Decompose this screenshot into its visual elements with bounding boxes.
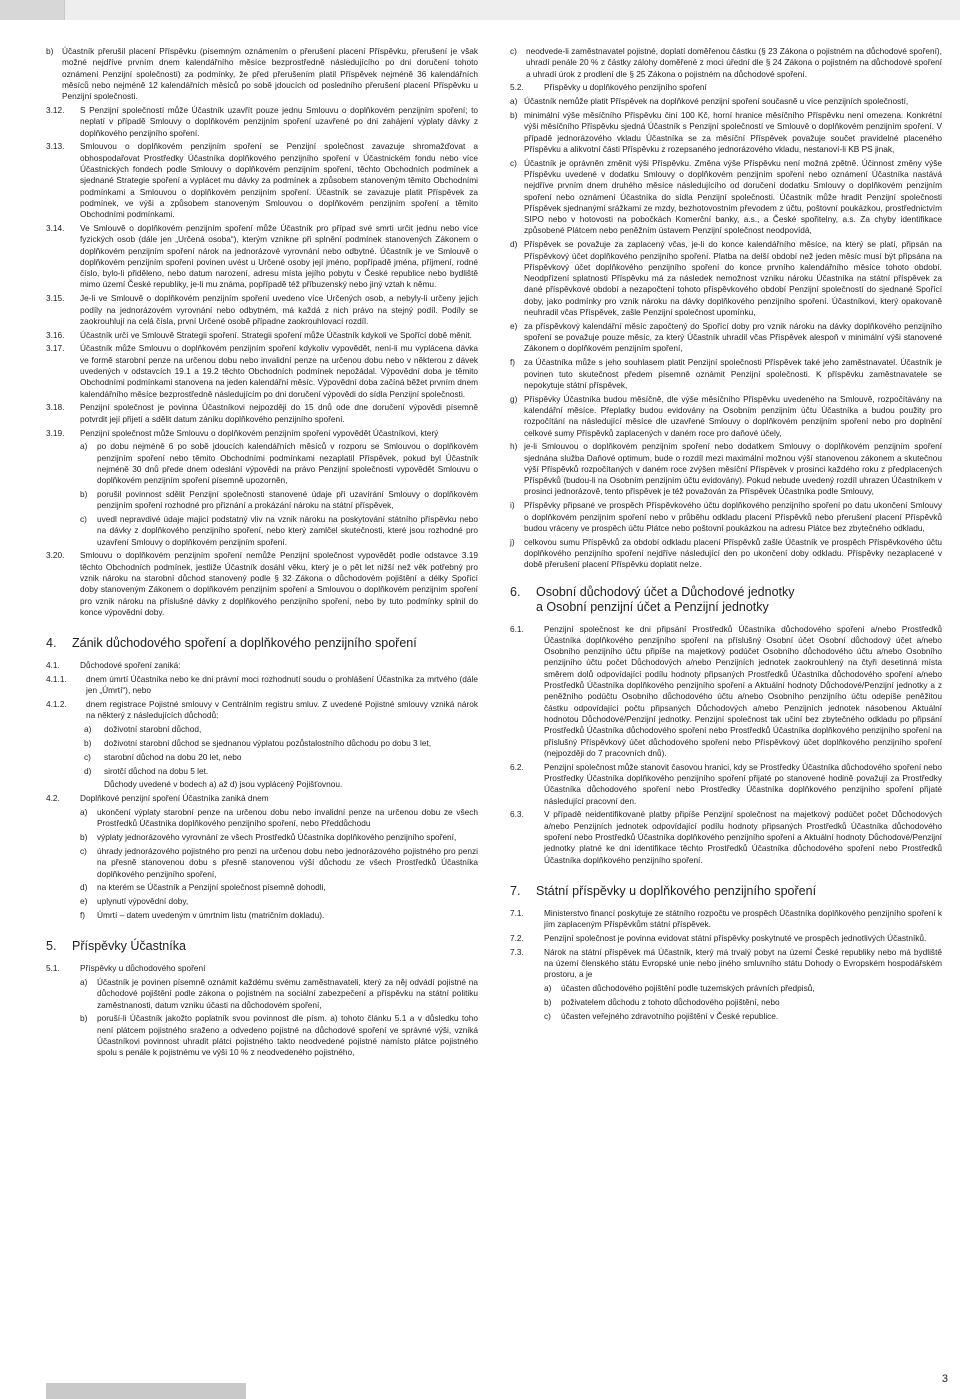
top-tab [0, 0, 65, 20]
section-4-1-1: 4.1.1. dnem úmrtí Účastníka nebo ke dni právní moci rozhodnutí soudu o prohlášení Účastníka za mrtvého (dále jen „Úmrtí“), nebo [46, 674, 478, 696]
section-5-2: 5.2. Příspěvky u doplňkového penzijního spoření [510, 82, 707, 93]
section-3-14: 3.14. Ve Smlouvě o doplňkovém penzijním spoření může Účastník pro případ své smrti určit jednu nebo více fyzických osob (dále jen „Určená osoba“), kterým vznikne při splnění podmínek stanovených Zákonem o doplňkovém penzijním spoření nárok na jednorázové vyrovnání nebo odbytné. Účastník je ve Smlouvě o doplňkovém penzijním spoření povinen uvést u Určené osoby její jméno, popřípadě jména, příjmení, rodné číslo, bylo-li přiděleno, nebo datum narození, adresu místa jejího pobytu v České republice nebo bydliště mimo území České republiky, je-li mu známa, popřípadě též příbuzenský nebo jiný vztah k němu. [46, 222, 478, 290]
section-7-3-b: b) poživatelem důchodu z tohoto důchodového pojištění, nebo [544, 996, 780, 1007]
section-7-3-c: c) účasten veřejného zdravotního pojištění v České republice. [544, 1010, 779, 1021]
section-3-19: 3.19. Penzijní společnost může Smlouvu o doplňkovém penzijním spoření vypovědět Účastníkovi, který [46, 427, 439, 438]
section-5-2-f: f) za Účastníka může s jeho souhlasem platit Penzijní společnosti Příspěvek také jeho zaměstnavatel. Účastník je povinen tuto skutečnost předem písemně oznámit Penzijní společnosti. K příspěvku zaměstnavatele se nepokytuje státní příspěvek, [510, 357, 942, 390]
section-5-2-b: b) minimální výše měsíčního Příspěvku činí 100 Kč, horní hranice měsíčního Příspěvku není omezena. Konkrétní výši měsíčního Příspěvku sjedná Účastník s Penzijní společností ve Smlouvě o doplňkovém penzijním spoření. V případě jednorázového vkladu Účastníka se za měsíční Příspěvek považuje součet pravidelné placeného Příspěvku a alikvotní části Příspěvku z rozepsaného jednorázového vkladu, nestanoví-li KB PS jinak, [510, 109, 942, 154]
heading-section-5: 5. Příspěvky Účastníka [46, 939, 186, 954]
section-7-2: 7.2. Penzijní společnost je povinna evidovat státní příspěvky poskytnuté ve prospěch jednotlivých Účastníků. [510, 932, 927, 943]
heading-section-6-line2: a Osobní penzijní účet a Penzijní jednotky [536, 599, 769, 614]
clause-c: c) neodvede-li zaměstnavatel pojistné, doplatí doměřenou částku (§ 23 Zákona o pojistném na důchodové spoření), uhradí penále 20 % z částky zálohy doměřené z moci úřední dle § 24 Zákona o pojistném na důchodové spoření a uhradí úrok z prodlení dle § 25 Zákona o pojistném na důchodové spoření. [510, 46, 942, 79]
section-5-1-b: b) poruší-li Účastník jakožto poplatník svou povinnost dle písm. a) tohoto článku 5.1 a v důsledku toho není plátcem pojistného sraženo a odvedeno pojistné na důchodové spoření ve správné výši, vzniká Účastníkovi povinnost uhradit plátci pojistného takto neodvedené pojistné namísto plátce pojistného spolu s penále k pojistnému ve výši 10 % z neodvedeného pojistného, [80, 1013, 478, 1058]
section-4-1-2-c: c) starobní důchod na dobu 20 let, nebo [84, 751, 242, 762]
left-column [46, 46, 478, 1061]
page-number: 3 [941, 1373, 948, 1385]
section-3-20: 3.20. Smlouvu o doplňkovém penzijním spoření nemůže Penzijní společnost vypovědět podle odstavce 3.19 těchto Obchodních podmínek, jestliže Účastník dosáhl věku, který je o pět let nižší než věk potřebný pro vznik nároku na starobní důchod stanovený podle § 32 Zákona o důchodovém pojištění a délky Spořící doby stanoveným Zákonem o doplňkovém penzijním spoření a Smlouvou o doplňkovém penzijním spoření pro vznik nároku na příslušné dávky z doplňkového penzijního spoření, nebo by tuto podmínky splnil do konce výpovědní doby. [46, 550, 478, 617]
heading-section-7: 7. Státní příspěvky u doplňkového penzijního spoření [510, 883, 817, 898]
heading-section-6-title [536, 585, 795, 615]
section-5-2-h: h) je-li Smlouvou o doplňkovém penzijním spoření nebo dodatkem Smlouvy o doplňkovém penzijním spoření sjednána služba Daňové optimum, bude o rozdíl mezi maximální možnou výší stanovenou zákonem a skutečnou výší Příspěvků rozpočítaných v daném roce zvýšen měsíční Příspěvek v prosinci každého roku z předplacených Příspěvků (budou-li na Osobním penzijním účtu evidovány). Pokud nebude uvedený rozdíl uhrazen Účastníkem v prosinci jednorázově, tento příspěvek je též považován za Příspěvek Účastníka podle Smlouvy, [510, 441, 942, 497]
section-4-1-2: 4.1.2. dnem registrace Pojistné smlouvy v Centrálním registru smluv. Z uvedené Pojistné smlouvy vzniká nárok na některý z následujících důchodů: [46, 699, 478, 721]
section-4-2-a: a) ukončení výplaty starobní penze na určenou dobu nebo invalidní penze na určenou dobu ze všech Prostředků Účastníka doplňkového penzijního spoření, nebo Předdůchodu [80, 807, 478, 829]
section-4-1-2-d: d) sirotčí důchod na dobu 5 let. [84, 765, 209, 776]
section-3-12: 3.12. S Penzijní společností může Účastník uzavřít pouze jednu Smlouvu o doplňkovém penzijním spoření; to neplatí v případě Smlouvy o doplňkovém penzijním spoření uzavřené po dni zahájení výplaty dávky z doplňkového penzijního spoření. [46, 104, 478, 138]
section-5-2-e: e) za příspěvkový kalendářní měsíc započtený do Spořící doby pro vznik nároku na dávky doplňkového penzijního spoření se považuje pouze měsíc, za který Účastník uhradil včas Příspěvek alespoň v minimální výši stanovené Zákonem o doplňkovém penzijním spoření, [510, 320, 942, 354]
section-5-2-i: i) Příspěvky připsané ve prospěch Příspěvkového účtu doplňkového penzijního spoření po datu ukončení Smlouvy o doplňkovém penzijním spoření nebo v průběhu odkladu placení Příspěvků nebo přerušení placení Příspěvků budou vráceny ve prospěch účtu Plátce nebo poštovní poukázkou na adresu Plátce bez zbytečného odkladu, [510, 500, 942, 533]
section-6-2: 6.2. Penzijní společnost může stanovit časovou hranici, kdy se Prostředky Účastníka důchodového spoření nebo Prostředky Účastníka doplňkového penzijního spoření přijaté po stanovené hodině považují za Prostředky Účastníka důchodového spoření nebo Prostředky Účastníka doplňkového penzijního spoření přijaté následující pracovní den. [510, 761, 942, 806]
section-5-2-d: d) Příspěvek se považuje za zaplacený včas, je-li do konce kalendářního měsíce, na který se platí, připsán na Příspěvkový účet doplňkového penzijního spoření. Platba na delší období než jeden měsíc musí být připsána na Příspěvkový účet doplňkového penzijního spoření do konce prvního kalendářního měsíce tohoto období. Neodpřízení splatnosti Příspěvku má za následek nemožnost vzniku nároku Účastníka na státní příspěvek za dané příspěvkové období a nezapočtení tohoto příspěvkového období Penzijní společností do sjednané Spořící doby, jako podmínky pro vznik nároku na dávky doplňkového penzijního spoření. Účastníkovi, který opakovaně neuhradil včas Příspěvek, zašle Penzijní společnost upomínku, [510, 239, 942, 318]
section-4-2-f: f) Úmrtí – datem uvedeným v úmrtním listu (matričním dokladu). [80, 909, 325, 920]
section-4-2-b: b) výplaty jednorázového vyrovnání ze všech Prostředků Účastníka doplňkového penzijního spoření, [80, 832, 457, 843]
section-5-2-j: j) celkovou sumu Příspěvků za období odkladu placení Příspěvků zašle Účastník ve prospěch Příspěvkového účtu doplňkového penzijního spoření nejdříve následující den po ukončení doby odkladu. Příspěvky nezaplacené v době přerušení placení Příspěvku doplatit nelze. [510, 536, 942, 570]
section-7-3: 7.3. Nárok na státní příspěvek má Účastník, který má trvalý pobyt na území České republiky nebo má bydliště na území členského státu Evropské unie nebo jiného smluvního státu Dohody o Evropském hospodářském prostoru, a je [510, 946, 942, 980]
section-3-18: 3.18. Penzijní společnost je povinna Účastníkovi nejpozději do 15 dnů ode dne doručení výpovědi písemně potvrdit její přijetí a sdělit datum zániku doplňkového penzijního spoření. [46, 402, 478, 424]
section-3-13: 3.13. Smlouvou o doplňkovém penzijním spoření se Penzijní společnost zavazuje shromažďovat a obhospodařovat Prostředky Účastníka doplňkového penzijního spoření v Účastnickém fondu nebo více Účastnických fondech podle Smlouvy o doplňkovém penzijním spoření, těchto Obchodních podmínek a sjednané Strategie spoření a vyplácet mu dávky za podmínek a způsobem stanoveným těmito Obchodními podmínkami a Smlouvou o doplňkovém penzijním spoření. Účastník se zavazuje platit Příspěvek za podmínek, ve výši a způsobem stanoveným Smlouvou o doplňkovém penzijním spoření a těmito Obchodními podmínkami. [46, 141, 478, 220]
heading-section-6: 6. Osobní důchodový účet a Důchodové jednotky a Osobní penzijní účet a Penzijní jednotky [510, 584, 795, 614]
section-7-1: 7.1. Ministerstvo financí poskytuje ze státního rozpočtu ve prospěch Účastníka doplňkového penzijního spoření k jím zaplaceným Příspěvkům státní příspěvek. [510, 907, 943, 930]
section-5-2-a: a) Účastník nemůže platit Příspěvek na doplňkové penzijní spoření současně u více penzijních společností, [510, 96, 909, 107]
right-column [510, 46, 942, 1024]
section-4-2-d: d) na kterém se Účastník a Penzijní společnost písemně dohodli, [80, 882, 326, 893]
section-5-2-c: c) Účastník je oprávněn změnit výši Příspěvku. Změna výše Příspěvku není možná zpětně. Účinnost změny výše Příspěvku uvedené v dodatku Smlouvy o doplňkovém penzijním spoření nebo oznámení Účastníka nastává nejdříve prvním dnem druhého měsíce následujícího od doručení dodatku Smlouvy o doplňkovém penzijním spoření nebo oznámení Účastníka do sídla Penzijní společnosti. Účastník může hradit Penzijní společnosti Příspěvek sjednanými srážkami ze mzdy, bezhotovostním převodem z účtu, poštovní poukázkou, prostřednictvím SIPO nebo v hotovosti na pobočkách Komerční banky, a.s., a České spořitelny, a.s. Za chyby identifikace způsobené Plátcem nebo peněžním ústavem Penzijní společnost neodpovídá, [510, 157, 942, 236]
section-3-19-c: c) uvedl nepravdivé údaje majicí podstatný vliv na vznik nároku na poskytování státního příspěvku nebo na dávky z doplňkového penzijního spoření, nebo který zamlčel skutečnosti, které jsou rozhodné pro uzavření Smlouvy o doplňkovém penzijním spoření. [80, 514, 478, 547]
section-4-1-2-a: a) doživotní starobní důchod, [84, 724, 202, 735]
section-4-1: 4.1. Důchodové spoření zaniká: [46, 660, 181, 671]
section-3-15: 3.15. Je-li ve Smlouvě o doplňkovém penzijním spoření uvedeno více Určených osob, a nebyly-li určeny jejich podíly na jednorázovém vyrovnání nebo odbytném, má každá z nich právo na stejný podíl. Podíly se zaokrouhlují na celá čísla, první Určené osobě případne zaokrouhlovací rozdíl. [46, 293, 478, 326]
section-5-1: 5.1. Příspěvky u důchodového spoření [46, 963, 206, 974]
section-3-16: 3.16. Účastník určí ve Smlouvě Strategii spoření. Strategii spoření může Účastník kdykoli ve Spořící době měnit. [46, 329, 472, 340]
section-3-19-b: b) porušil povinnost sdělit Penzijní společnosti stanovené údaje při uzavírání Smlouvy o doplňkovém penzijním spoření rozhodné pro přiznání a prokázání nároku na státní příspěvek, [80, 488, 478, 511]
clause-b: b) Účastník přerušil placení Příspěvku (písemným oznámením o přerušení placení Příspěvku, přerušení je však možné nejdříve prvním dnem kalendářního měsíce bezprostředně následujícího po dni doručení tohoto oznámení Penzijní společnosti) za podmínky, že před přerušením platil Příspěvek nejméně 36 kalendářních měsíců nebo nejméně 12 kalendářních měsíců po sobě jdoucích od posledního přerušení placení Příspěvku u Penzijní společnosti. [46, 46, 478, 102]
section-6-1: 6.1. Penzijní společnost ke dni připsání Prostředků Účastníka důchodového spoření a/nebo Prostředků Účastníka doplňkového penzijního spoření na příslušný Osobní účet Osobní důchodový účet a/nebo Osobního penzijního účtu připíše na majetkový podúčet Osobního důchodového účtu a/nebo Osobního penzijního účtu počet Důchodových a/nebo Penzijních jednotek zaokrouhlený na čtyři desetinná místa směrem dolů odpovídající podílu hodnoty připsaných Prostředků Účastníka důchodového spoření a/nebo Prostředků Účastníka doplňkového penzijního spoření a Aktuální hodnoty Důchodové/Penzijní jednotky a z peněžního podúčtu Osobního důchodového účtu a/nebo Osobního penzijního účtu odepíše peněžitou částku odpovídající počtu připsaných Důchodových a/nebo Penzijních jednotek násobenou Aktuální hodnotou Důchodové/Penzijní jednotky. Penzijní společnost tak učiní bez zbytečného odkladu po připsání Prostředků Účastníka důchodového spoření nebo Prostředků Účastníka doplňkového penzijního spoření na příslušný Příspěvkový účet důchodového spoření nebo Příspěvkový účet doplňkového penzijního spoření (nejpozději do 7 pracovních dnů). [510, 623, 942, 758]
section-4-2-c: c) úhrady jednorázového pojistného pro penzi na určenou dobu nebo jednorázového pojistného pro penzi na přesně stanovenou dobu s přesně stanovenou výší důchodu ze všech Prostředků Účastníka doplňkového penzijního spoření, [80, 845, 478, 879]
heading-section-6-line1: Osobní důchodový účet a Důchodové jednotky [536, 584, 795, 599]
heading-section-4: 4. Zánik důchodového spoření a doplňkového penzijního spoření [46, 636, 417, 651]
top-strip [0, 0, 960, 20]
section-3-19-a: a) po dobu nejméně 6 po sobě jdoucích kalendářních měsíců v rozporu se Smlouvou o doplňkovém penzijním spoření nebo těmito Obchodními podmínkami nezaplatil Příspěvek, pokud byl Účastník nejméně 30 dnů přede dnem odeslání výpovědi na právo Penzijní společnosti vypovědět Smlouvu o doplňkovém penzijním spoření písemně upozorněn, [80, 441, 478, 486]
section-3-17: 3.17. Účastník může Smlouvu o doplňkovém penzijním spoření kdykoliv vypovědět, není-li mu vyplácena dávka ve formě starobní penze na určenou dobu nebo invalidní penze na určenou dobu nebo v některou z dávek uvedených v odstavcích 19.1 a 19.2 těchto Obchodních podmínek nepožádal. Výpovědní doba je těmito Obchodními podmínkami stanovena na jeden kalendářní měsíc. Výpovědní doba začíná běžet prvním dnem kalendářního měsíce bezprostředně následujícím po dni doručení výpovědi do sídla Penzijní společnosti. [46, 343, 478, 399]
section-4-2-e: e) uplynutí výpovědní doby, [80, 896, 189, 907]
section-5-1-a: a) Účastník je povinen písemně oznámit každému svému zaměstnavateli, který za něj odvádí pojistné na důchodové pojištění podle zákona o pojistném na sociální zabezpečení a příspěvku na státní politiku zaměstnanosti, datum vzniku účasti na důchodovém spoření, [80, 976, 478, 1010]
section-4-2: 4.2. Doplňkové penzijní spoření Účastníka zaniká dnem [46, 793, 269, 804]
section-4-1-2-note: Důchody uvedené v bodech a) až d) jsou vyplácený Pojišťovnou. [104, 779, 343, 790]
section-4-1-2-b: b) doživotní starobní důchod se sjednanou výplatou pozůstalostního důchodu po dobu 3 let, [84, 738, 432, 749]
section-5-2-g: g) Příspěvky Účastníka budou měsíčně, dle výše měsíčního Příspěvku uvedeného na Smlouvě, rozpočítávány na kalendářní měsíce. Přeplatky budou evidovány na Osobním penzijním účtu Účastníka a budou použity pro rozpočítání na následující měsíce dle uzavřené Smlouvy o doplňkovém penzijním spoření nebo pro doplnění celkové sumy Příspěvků zaplacených v daném roce pro daňové účely, [510, 393, 942, 438]
bottom-bar [46, 1383, 246, 1399]
section-7-3-a: a) účasten důchodového pojištění podle tuzemských právních předpisů, [544, 983, 815, 994]
section-6-3: 6.3. V případě neidentifikované platby připíše Penzijní společnost na majetkový podúčet počet Důchodových a/nebo Penzijních jednotek odpovídající podílu hodnoty připsaných Prostředků Účastníka důchodového spoření nebo Prostředků Účastníka doplňkového penzijního spoření a Aktuální hodnoty Důchodové/Penzijní jednotky platné ke dni identifikace těchto Prostředků Účastníka důchodového spoření nebo Prostředků Účastníka doplňkového penzijního spoření. [510, 809, 942, 865]
